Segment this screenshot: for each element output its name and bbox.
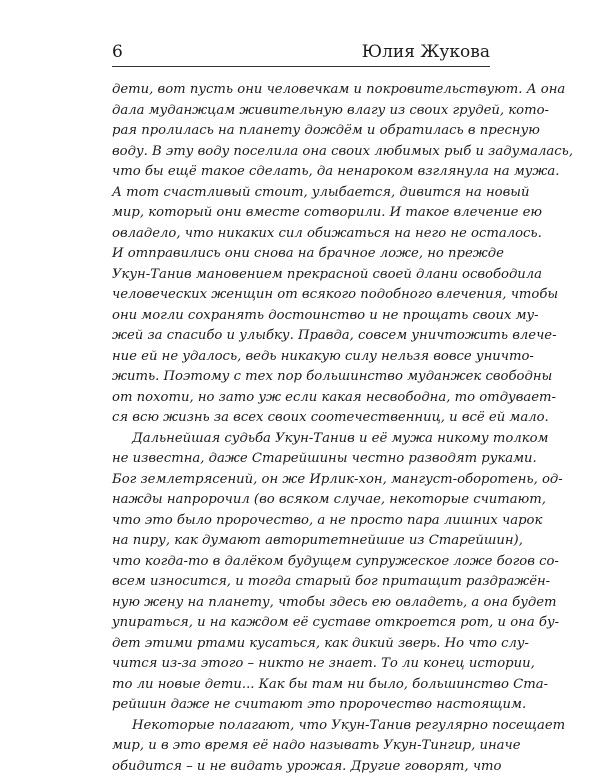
text-line: воду. В эту воду поселила она своих любимых рыб и задумалась, [112, 142, 490, 163]
text-line: дала муданжцам живительную влагу из своих грудей, кото- [112, 101, 490, 122]
text-line: от похоти, но зато уж если какая несвободна, то отдувает- [112, 388, 490, 409]
text-line: дети, вот пусть они человечкам и покровительствуют. А она [112, 80, 490, 101]
text-line: И отправились они снова на брачное ложе, но прежде [112, 244, 490, 265]
text-line: что бы ещё такое сделать, да ненароком взглянула на мужа. [112, 162, 490, 183]
text-line: овладело, что никаких сил обижаться на него не осталось. [112, 224, 490, 245]
text-line: ную жену на планету, чтобы здесь ею овладеть, а она будет [112, 593, 490, 614]
text-line: дет этими ртами кусаться, как дикий зверь. Но что слу- [112, 634, 490, 655]
text-line: А тот счастливый стоит, улыбается, дивится на новый [112, 183, 490, 204]
text-line: жить. Поэтому с тех пор большинство муданжек свободны [112, 367, 490, 388]
text-line: чится из-за этого – никто не знает. То ли конец истории, [112, 654, 490, 675]
text-line: что когда-то в далёком будущем супружеское ложе богов со- [112, 552, 490, 573]
text-line: обидится – и не видать урожая. Другие говорят, что [112, 757, 490, 777]
text-line: ние ей не удалось, ведь никакую силу нельзя вовсе уничто- [112, 347, 490, 368]
text-line: Бог землетрясений, он же Ирлик-хон, мангуст-оборотень, од- [112, 470, 490, 491]
text-line: на пиру, как думают авторитетнейшие из Старейшин), [112, 531, 490, 552]
text-line: мир, и в это время её надо называть Укун-Тингир, иначе [112, 736, 490, 757]
text-line: ся всю жизнь за всех своих соотечественниц, и всё ей мало. [112, 408, 490, 429]
running-head-author: Юлия Жукова [362, 42, 490, 62]
text-line: то ли новые дети... Как бы там ни было, большинство Ста- [112, 675, 490, 696]
text-line: упираться, и на каждом её суставе откроется рот, и она бу- [112, 613, 490, 634]
text-line: Укун-Танив мановением прекрасной своей длани освободила [112, 265, 490, 286]
text-line: рая пролилась на планету дождём и обратилась в пресную [112, 121, 490, 142]
text-line: нажды напророчил (во всяком случае, некоторые считают, [112, 490, 490, 511]
text-line: не известна, даже Старейшины честно разводят руками. [112, 449, 490, 470]
text-line: жей за спасибо и улыбку. Правда, совсем уничтожить влече- [112, 326, 490, 347]
text-line: рейшин даже не считают это пророчество настоящим. [112, 695, 490, 716]
page-number: 6 [112, 42, 123, 62]
text-line: Дальнейшая судьба Укун-Танив и её мужа никому толком [112, 429, 490, 450]
text-line: они могли сохранять достоинство и не прощать своих му- [112, 306, 490, 327]
page-header [112, 42, 490, 67]
body-text [112, 80, 490, 777]
text-line: что это было пророчество, а не просто пара лишних чарок [112, 511, 490, 532]
text-line: всем износится, и тогда старый бог притащит раздражён- [112, 572, 490, 593]
text-line: мир, который они вместе сотворили. И такое влечение ею [112, 203, 490, 224]
text-line: Некоторые полагают, что Укун-Танив регулярно посещает [112, 716, 490, 737]
text-line: человеческих женщин от всякого подобного влечения, чтобы [112, 285, 490, 306]
